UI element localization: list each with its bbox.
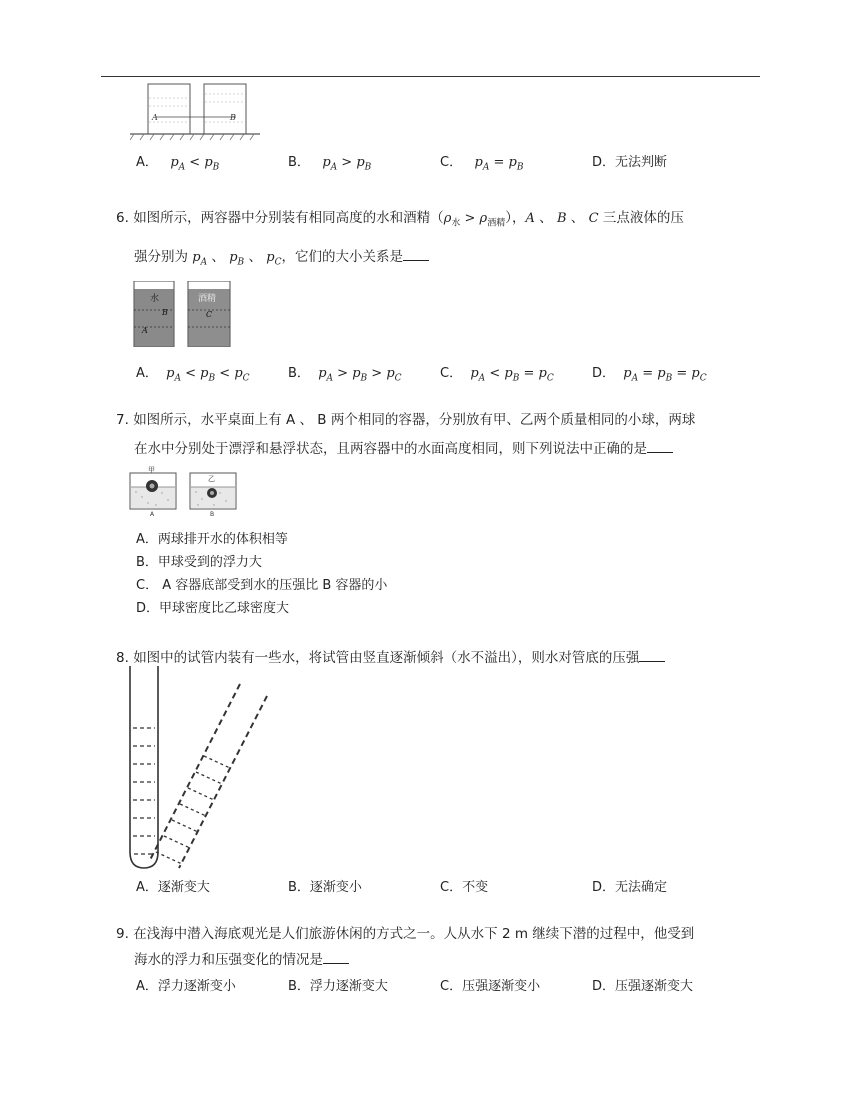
q7-label-a: A	[150, 511, 155, 517]
q9-option-b: B．浮力逐渐变大	[288, 979, 388, 994]
q9-answer-blank	[323, 951, 349, 964]
q7-stem-line2: 在水中分别处于漂浮和悬浮状态，且两容器中的水面高度相同，则下列说法中正确的是	[134, 437, 673, 457]
q9-stem-line2: 海水的浮力和压强变化的情况是	[134, 948, 349, 968]
q7-figure	[128, 465, 246, 517]
q6-option-a: A． $p_A < p_B < p_C$	[136, 366, 250, 384]
q6-option-b: B． $p_A > p_B > p_C$	[288, 366, 402, 384]
q8-figure	[124, 664, 274, 870]
q7-option-c: C． A 容器底部受到水的压强比 B 容器的小	[136, 578, 388, 593]
q9-number: 9.	[116, 926, 129, 942]
q8-option-b: B．逐渐变小	[288, 880, 362, 895]
q6-figure	[132, 281, 236, 347]
q6-answer-blank	[403, 248, 429, 261]
q7-number: 7.	[116, 412, 129, 428]
q6-label-b: B	[162, 308, 168, 317]
q6-label-alcohol: 酒精	[198, 294, 217, 304]
q8-option-a: A．逐渐变大	[136, 880, 210, 895]
q6-option-c: C． $p_A < p_B = p_C$	[440, 366, 554, 384]
q5-fig-label-a: A	[152, 113, 158, 122]
q8-answer-blank	[639, 649, 665, 662]
q5-option-b: B． $p_A > p_B$	[288, 155, 372, 173]
q8-stem-line1: 8. 如图中的试管内装有一些水，将试管由竖直逐渐倾斜（水不溢出），则水对管底的压强	[116, 646, 665, 666]
q5-option-a: A． $p_A < p_B$	[136, 155, 220, 173]
q7-option-b: B．甲球受到的浮力大	[136, 555, 262, 570]
q9-option-a: A．浮力逐渐变小	[136, 979, 236, 994]
q6-stem-line1: 6. 如图所示，两容器中分别装有相同高度的水和酒精$(\rho_水 > \rho_{酒精})$，A 、 B 、 C 三点液体的压	[116, 210, 684, 229]
q7-stem-line1: 7. 如图所示，水平桌面上有 A 、 B 两个相同的容器，分别放有甲、乙两个质量相同的小球，两球	[116, 412, 696, 428]
q5-figure	[130, 82, 262, 142]
q7-label-b: B	[210, 511, 215, 517]
q7-option-d: D．甲球密度比乙球密度大	[136, 601, 290, 616]
q7-label-jia: 甲	[148, 466, 155, 474]
q9-option-c: C．压强逐渐变小	[440, 979, 541, 994]
q7-option-a: A．两球排开水的体积相等	[136, 532, 288, 547]
q6-stem-line2: 强分别为 $p_A$ 、 $p_B$ 、 $p_C$，它们的大小关系是	[134, 245, 429, 268]
q6-option-d: D． $p_A = p_B = p_C$	[592, 366, 707, 384]
header-rule	[101, 76, 760, 77]
q6-label-a: A	[142, 326, 148, 335]
q6-label-water: 水	[150, 294, 160, 304]
q9-option-d: D．压强逐渐变大	[592, 979, 694, 994]
q9-stem-line1: 9. 在浅海中潜入海底观光是人们旅游休闲的方式之一。人从水下 2 m 继续下潜的过程中，他受到	[116, 926, 695, 942]
q5-option-c: C． $p_A = p_B$	[440, 155, 524, 173]
q5-option-d: D．无法判断	[592, 155, 668, 170]
q5-fig-label-b: B	[230, 113, 236, 122]
q8-option-c: C．不变	[440, 880, 489, 895]
q8-option-d: D．无法确定	[592, 880, 668, 895]
q6-label-c: C	[206, 310, 213, 319]
q7-answer-blank	[647, 440, 673, 453]
q7-label-yi: 乙	[208, 475, 215, 483]
q8-number: 8.	[116, 650, 129, 666]
q6-number: 6.	[116, 210, 129, 226]
